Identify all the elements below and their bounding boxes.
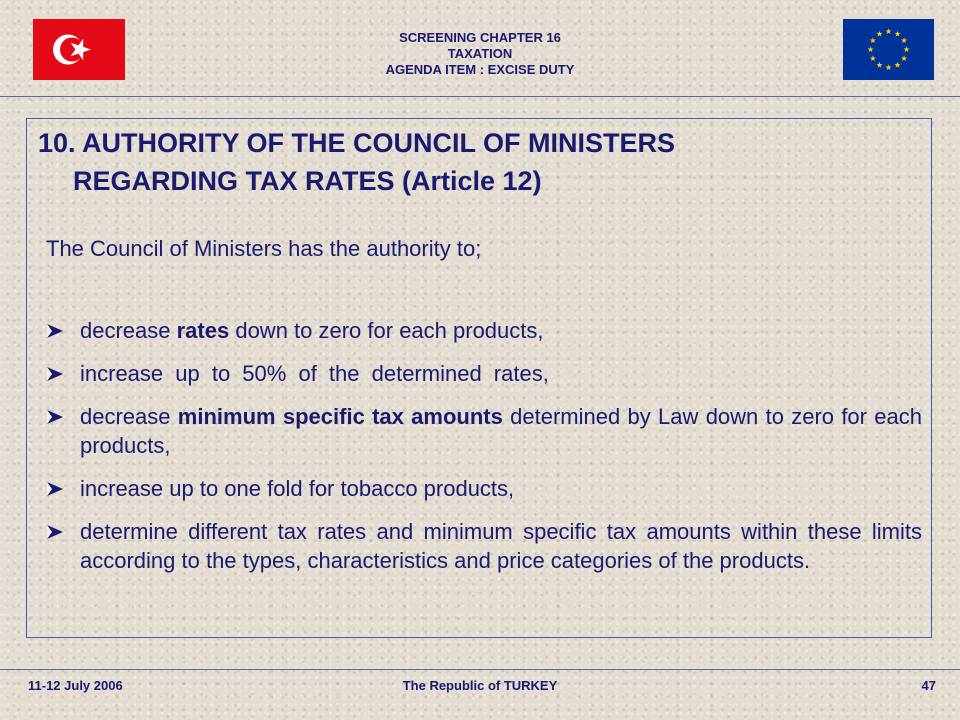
bullet-item [46, 316, 922, 345]
arrow-bullet-icon [46, 366, 64, 382]
bullet-text: increase up to one fold for tobacco products, [80, 476, 515, 501]
slide-header [230, 30, 730, 78]
bullet-item [46, 474, 922, 503]
eu-flag-icon [843, 19, 934, 80]
title-line-1: 10. AUTHORITY OF THE COUNCIL OF MINISTERS [38, 128, 676, 158]
footer-date: 11-12 July 2006 [28, 678, 123, 693]
bullet-list [46, 316, 922, 589]
bullet-text: decrease [80, 404, 178, 429]
header-topic: TAXATION [447, 46, 513, 61]
bullet-text: determined by Law down to zero for each products, [80, 404, 922, 458]
arrow-bullet-icon [46, 481, 64, 497]
footer-country: The Republic of TURKEY [402, 678, 558, 693]
page-number: 47 [921, 678, 936, 693]
bullet-bold-text: rates [176, 318, 230, 343]
bullet-item [46, 359, 922, 388]
bullet-bold-text: minimum specific tax amounts [177, 404, 503, 429]
intro-text: The Council of Ministers has the authority to; [46, 236, 482, 261]
bullet-item [46, 517, 922, 575]
header-agenda-item: AGENDA ITEM : EXCISE DUTY [385, 62, 575, 77]
arrow-bullet-icon [46, 409, 64, 425]
turkey-flag-icon [33, 19, 125, 80]
slide-title [38, 124, 918, 200]
arrow-bullet-icon [46, 323, 64, 339]
bullet-item [46, 402, 922, 460]
header-chapter: SCREENING CHAPTER 16 [399, 30, 561, 45]
arrow-bullet-icon [46, 524, 64, 540]
bullet-text: increase up to 50% of the determined rates, [80, 361, 549, 386]
title-line-2: REGARDING TAX RATES (Article 12) [73, 166, 542, 196]
bullet-text: determine different tax rates and minimum specific tax amounts within these limits according to the types, characteristics and price categories of the products. [80, 519, 922, 573]
bullet-text: decrease [80, 318, 177, 343]
footer-divider [0, 669, 960, 670]
header-divider [0, 96, 960, 97]
bullet-text: down to zero for each products, [229, 318, 544, 343]
